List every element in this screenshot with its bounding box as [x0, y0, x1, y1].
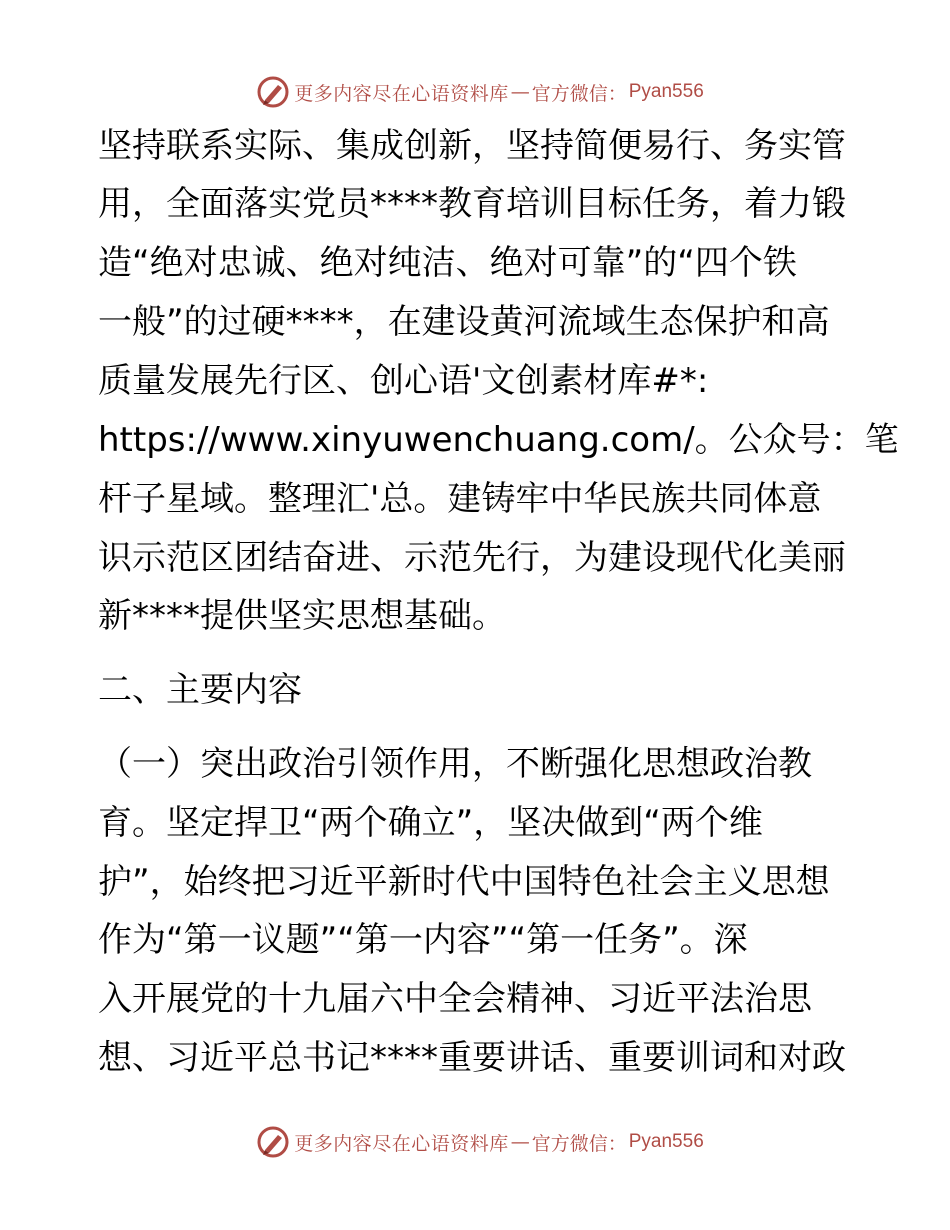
banner-dash: — — [510, 1131, 530, 1153]
banner-wechat-label: 官方微信： — [531, 82, 627, 105]
paragraph-line: 识示范区团结奋进、示范先行，为建设现代化美丽 — [98, 538, 846, 578]
banner-text: 更多内容尽在心语资料库 — [294, 1132, 509, 1155]
paragraph-line: 想、习近平总书记****重要讲话、重要训词和对政 — [98, 1038, 846, 1078]
paragraph-line: （一）突出政治引领作用，不断强化思想政治教 — [98, 744, 812, 784]
banner-wechat-label: 官方微信： — [531, 1132, 627, 1155]
banner-text: 更多内容尽在心语资料库 — [294, 82, 509, 105]
pen-logo-icon — [256, 75, 290, 109]
paragraph-line: 坚持联系实际、集成创新，坚持简便易行、务实管 — [98, 126, 846, 166]
paragraph-line: 造“绝对忠诚、绝对纯洁、绝对可靠”的“四个铁 — [98, 243, 797, 283]
paragraph-line: 新****提供坚实思想基础。 — [98, 596, 506, 636]
url-line: https://www.xinyuwenchuang.com/。公众号：笔 — [98, 420, 899, 460]
banner-wechat-id: Pyan556 — [628, 1131, 704, 1152]
header-watermark-banner — [0, 72, 950, 112]
paragraph-line: 育。坚定捍卫“两个确立”，坚决做到“两个维 — [98, 803, 763, 843]
banner-wechat-id: Pyan556 — [628, 81, 704, 102]
paragraph-line: 用，全面落实党员****教育培训目标任务，着力锻 — [98, 184, 846, 224]
banner-dash: — — [510, 81, 530, 103]
paragraph-line: 护”，始终把习近平新时代中国特色社会主义思想 — [98, 862, 830, 902]
paragraph-line: 作为“第一议题”“第一内容”“第一任务”。深 — [98, 920, 748, 960]
section-heading: 二、主要内容 — [98, 670, 302, 710]
paragraph-line: 入开展党的十九届六中全会精神、习近平法治思 — [98, 979, 812, 1019]
paragraph-line: 质量发展先行区、创心语'文创素材库#*: — [98, 361, 709, 401]
paragraph-line: 杆子星域。整理汇'总。建铸牢中华民族共同体意 — [98, 479, 822, 519]
pen-logo-icon — [256, 1125, 290, 1159]
footer-watermark-banner — [0, 1122, 950, 1162]
paragraph-line: 一般”的过硬****，在建设黄河流域生态保护和高 — [98, 302, 830, 342]
